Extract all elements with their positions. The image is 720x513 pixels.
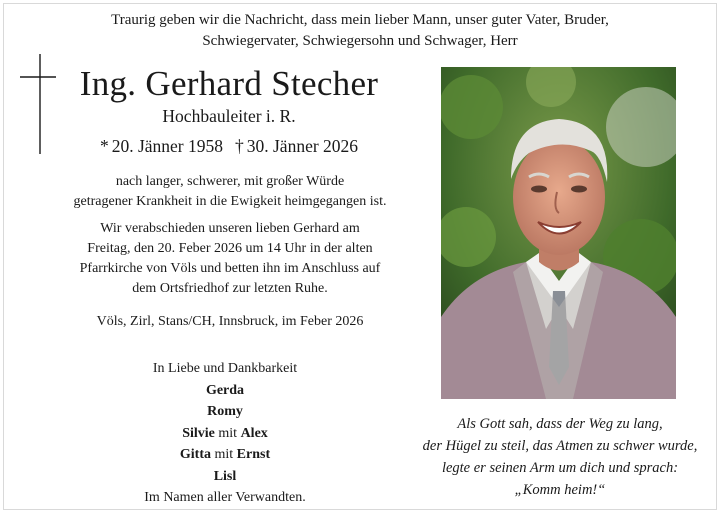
text-line: Freitag, den 20. Feber 2026 um 14 Uhr in der alten <box>87 241 373 256</box>
portrait-photo <box>441 67 676 399</box>
family-member: Ernst <box>236 447 271 462</box>
life-dates <box>44 136 414 157</box>
connector: mit <box>218 425 238 441</box>
place-date: Völs, Zirl, Stans/CH, Innsbruck, im Feber 2026 <box>96 314 364 329</box>
poem-line: der Hügel zu steil, das Atmen zu schwer wurde, <box>422 438 698 454</box>
family-member: Alex <box>240 425 268 441</box>
intro-text <box>40 10 680 52</box>
family-intro: In Liebe und Dankbarkeit <box>152 361 298 376</box>
family-member: Gerda <box>205 382 245 398</box>
poem-line: legte er seinen Arm um dich und sprach: <box>441 460 679 476</box>
death-symbol: † <box>235 136 244 156</box>
death-date: 30. Jänner 2026 <box>246 136 359 156</box>
deceased-name: Ing. Gerhard Stecher <box>79 64 379 103</box>
birth-symbol: * <box>99 136 109 156</box>
announcement-paragraph <box>30 172 430 212</box>
family-member: Romy <box>207 404 243 419</box>
poem-line: „Komm heim!“ <box>514 482 606 498</box>
text-line: nach langer, schwerer, mit großer Würde <box>115 174 345 189</box>
deceased-title: Hochbauleiter i. R. <box>162 106 296 126</box>
family-member: Silvie <box>182 425 215 441</box>
birth-date: 20. Jänner 1958 <box>111 136 223 156</box>
text-line: Wir verabschieden unseren lieben Gerhard am <box>100 221 360 236</box>
family-signatures <box>110 358 340 509</box>
funeral-paragraph <box>30 219 430 299</box>
intro-line: Schwiegervater, Schwiegersohn und Schwager, Herr <box>202 33 518 49</box>
connector: mit <box>214 447 234 462</box>
text-line: getragener Krankheit in die Ewigkeit heimgegangen ist. <box>73 194 387 209</box>
intro-line: Traurig geben wir die Nachricht, dass mein lieber Mann, unser guter Vater, Bruder, <box>111 12 609 28</box>
family-member: Gitta <box>179 447 211 462</box>
poem-line: Als Gott sah, dass der Weg zu lang, <box>457 416 663 432</box>
closing-poem <box>405 413 715 501</box>
text-line: dem Ortsfriedhof zur letzten Ruhe. <box>132 281 328 296</box>
text-line: Pfarrkirche von Völs und betten ihn im Anschluss auf <box>79 261 381 276</box>
family-member: Lisl <box>213 468 237 484</box>
family-closing: Im Namen aller Verwandten. <box>144 490 306 505</box>
